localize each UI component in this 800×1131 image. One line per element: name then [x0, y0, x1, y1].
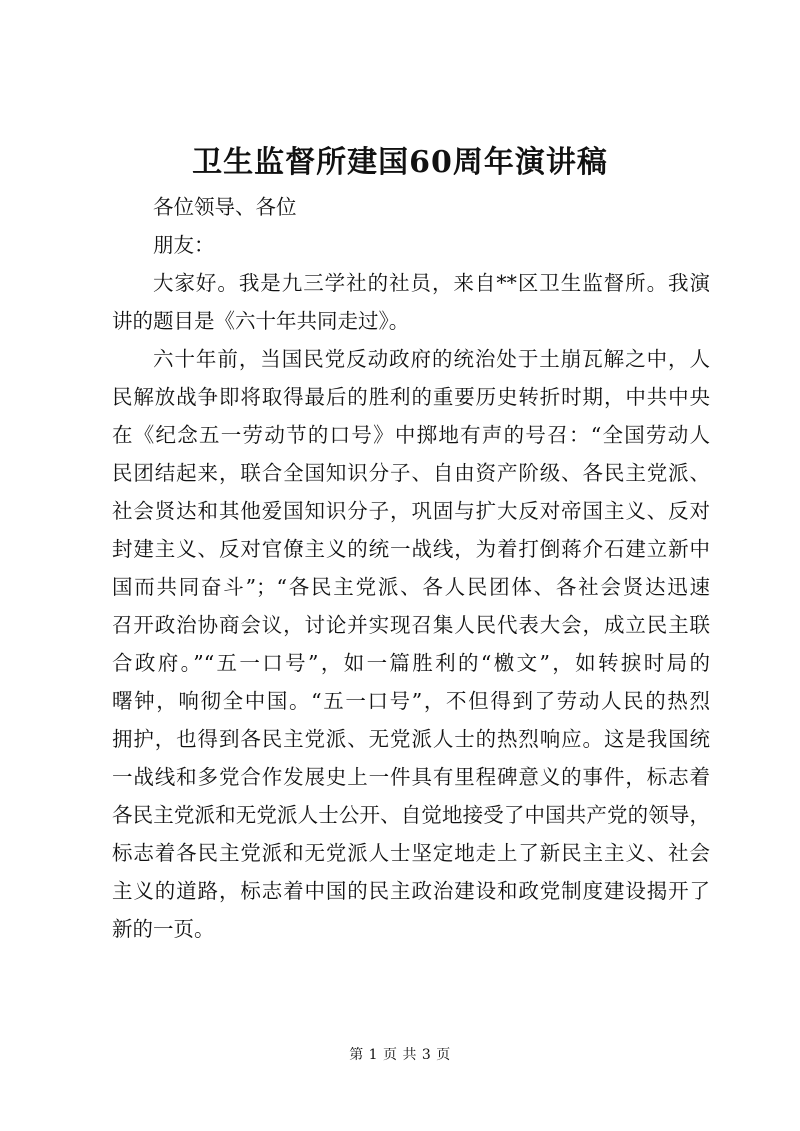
- paragraph-line: 曙钟，响彻全中国。“五一口号”，不但得到了劳动人民的热烈: [112, 689, 710, 713]
- page-footer: 第 1 页 共 3 页: [349, 1047, 451, 1063]
- paragraph-line: 社会贤达和其他爱国知识分子，巩固与扩大反对帝国主义、反对: [112, 499, 710, 523]
- paragraph-line: 六十年前，当国民党反动政府的统治处于土崩瓦解之中，人: [153, 347, 710, 371]
- greeting-line-2: 朋友：: [153, 233, 215, 257]
- paragraph-line: 在《纪念五一劳动节的口号》中掷地有声的号召：“全国劳动人: [112, 423, 710, 447]
- paragraph-line: 新的一页。: [112, 917, 215, 941]
- paragraph-line: 各民主党派和无党派人士公开、自觉地接受了中国共产党的领导，: [112, 803, 710, 827]
- paragraph-line: 主义的道路，标志着中国的民主政治建设和政党制度建设揭开了: [112, 879, 710, 903]
- paragraph-line: 拥护，也得到各民主党派、无党派人士的热烈响应。这是我国统: [112, 727, 710, 751]
- greeting-line-1: 各位领导、各位: [153, 195, 297, 219]
- paragraph-line: 讲的题目是《六十年共同走过》。: [112, 309, 410, 333]
- paragraph-line: 标志着各民主党派和无党派人士坚定地走上了新民主主义、社会: [112, 841, 710, 865]
- paragraph-line: 民团结起来，联合全国知识分子、自由资产阶级、各民主党派、: [112, 461, 710, 485]
- paragraph-history: [112, 340, 710, 948]
- paragraph-line: 召开政治协商会议，讨论并实现召集人民代表大会，成立民主联: [112, 613, 710, 637]
- paragraph-line: 封建主义、反对官僚主义的统一战线，为着打倒蒋介石建立新中: [112, 537, 710, 561]
- paragraph-line: 民解放战争即将取得最后的胜利的重要历史转折时期，中共中央: [112, 385, 710, 409]
- paragraph-line: 合政府。”“五一口号”，如一篇胜利的“檄文”，如转捩时局的: [112, 651, 710, 675]
- document-body: [112, 188, 710, 948]
- paragraph-line: 一战线和多党合作发展史上一件具有里程碑意义的事件，标志着: [112, 765, 710, 789]
- paragraph-line: 大家好。我是九三学社的社员，来自**区卫生监督所。我演: [153, 271, 710, 295]
- paragraph-intro: [112, 264, 710, 340]
- page-title: 卫生监督所建国60周年演讲稿: [192, 145, 608, 180]
- paragraph-line: 国而共同奋斗”；“各民主党派、各人民团体、各社会贤达迅速: [112, 575, 710, 599]
